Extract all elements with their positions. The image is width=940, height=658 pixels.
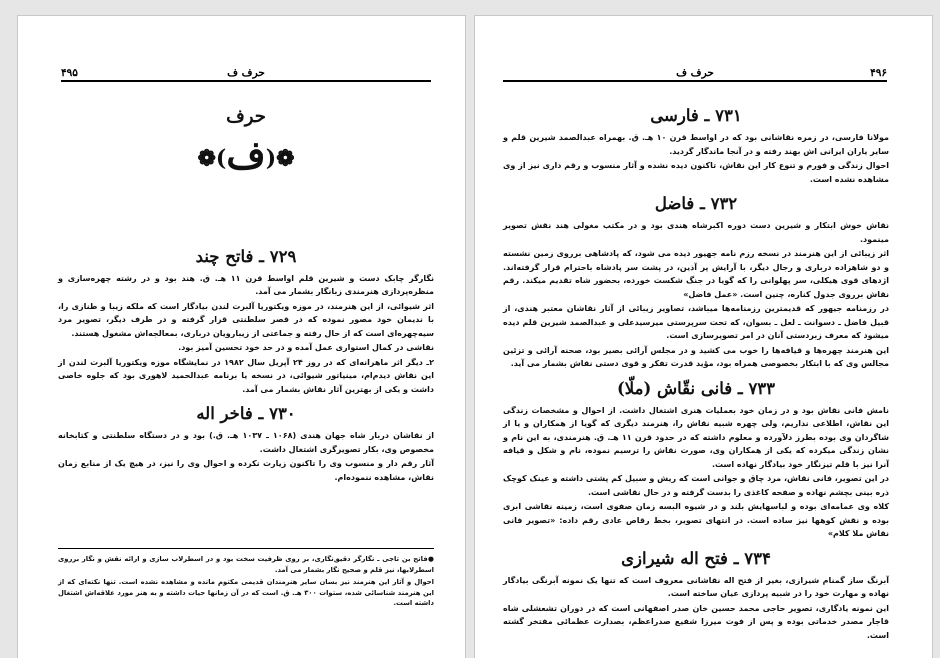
paragraph: ۲ـ دیگر اثر ماهرانه‌ای که در روز ۲۴ آپریل سال ۱۹۸۲ در نمایشگاه موزه ویکتوریا آلبرت لندن از این نقاش دیدم‌ام، مینیاتور شیوائی، در نسخه یا برنامه عبدالحمید لاهوری بود که جلوه خاصی داشت و یکی از بهترین آثار نقاش بشمار می آمد. — [58, 357, 434, 394]
right-page — [475, 16, 932, 658]
paragraph: این نمونه یادگاری، تصویر حاجی محمد حسین خان صدر اصفهانی است که در دوران تشعشلی شاه قاجار مصدر خدماتی بوده و پس از فوت میرزا شفیع صدراعظم، بصدارت عظمائی مفتخر گشته است. — [503, 603, 889, 640]
paragraph: اثر شیوائی، از این هنرمند، در موزه ویکتوریا آلبرت لندن بیادگار است که ملکه زیبا و طنازی را، با ندیمان خود مصور نموده که در قصر سلطنتی قرار گرفته و در طرف دیگر، تصویر مرد سیه‌چهره‌ای است که از حال رفته و جماعتی از زیبارویان درباری، بمعالجه‌اش مشغول هستند. — [58, 301, 434, 338]
section-title: ۷۳۴ ـ فتح اله شیرازی — [621, 548, 771, 568]
footnotes — [58, 554, 434, 611]
floral-ornament-icon: ❁( — [197, 145, 227, 172]
paragraph: در این تصویر، فانی نقاش، مرد چاق و جوانی است که ریش و سبیل کم پشتی داشته و عینک کوچک ذره بینی بچشم نهاده و صفحه کاغذی را بدست گرفته و در حال نقاشی است. — [503, 474, 889, 497]
footnote: ●فاتح بن تاجی ـ نگارگر دقیق‌نگاری، بر روی ظرفیت سخت بود و در اسطرلاب سازی و ارائه نقش و نگار برروی اسطرلابها، نیز قلم و صحیح نگار بشمار می آمد. — [58, 555, 434, 574]
left-running-title: حرف ف — [227, 67, 265, 79]
paragraph: کلاه وی عمامه‌ای بوده و لباسهایش بلند و در شیوه البسه زمان صفوی است، زمینه نقاشی ابری بوده و نقش کوهها نیز ساده است. در انتهای تصویر، بخط رقاص عادی رقم داده: «تصویر فانی نقاش ملا کلام» — [503, 502, 889, 538]
paragraph: در رزمنامه جیهور که قدیمترین رزمنامه‌ها میباشد، تصاویر زیبائی از آثار نقاشان معتبر هندی، از قبیل فاضل ـ دسوانت ـ لعل ـ بسوان، که تحت سرپرستی میرسیدعلی و عبدالصمد شیرین قلم دیده میشود که معرف زبردستی آنان در امر تصویرسازی است. — [503, 304, 889, 340]
section-title: ۷۳۳ ـ فانی نقّاش (ملّا) — [616, 378, 776, 398]
paragraph: نامش فانی نقاش بود و در زمان خود بعملیات هنری اشتغال داشت. از احوال و مشخصات زندگی این نقاش، اطلاعی نداریم، ولی چهره شبیه نقاش را، هنرمند دیگری که گویا از همکاران و یا از شاگردان وی بوده بطرز دلآورده و معلوم داشته که در حدود قرن ۱۱ هـ. ق. هنرمندی، به این نام و نشان زندگی میکرده که یکی از همکاران وی، صورت نقاش را ترسیم نموده، نام و شکل و قیافه آنرا نیز با قلم تیزنگار خود بیادگار نهاده است. — [503, 405, 889, 469]
footnote-divider — [58, 548, 434, 549]
left-page-number: ۴۹۵ — [61, 67, 78, 79]
paragraph: نقاشی در کمال استواری عمل آمده و در حد خود تحسین آمیز بود. — [178, 343, 434, 352]
paragraph: آثار رقم دار و منسوب وی را تاکنون زیارت نکرده و احوال وی را نیز، در هیچ یک از منابع زمان نقاش، مشاهده ننموده‌ام. — [58, 459, 434, 482]
section-title: ۷۲۹ ـ فاتح چند — [195, 246, 297, 266]
paragraph: مولانا فارسی، در زمره نقاشانی بود که در اواسط قرن ۱۰ هـ. ق. بهمراه عبدالصمد شیرین قلم و سایر یاران ایرانی اش بهند رفته و در آنجا ماندگار گردید. — [503, 133, 889, 156]
left-page — [18, 16, 465, 658]
footnote: احوال و آثار این هنرمند نیز بسان سایر هنرمندان قدیمی مکتوم مانده و مشاهده نشده است. تنها نکته‌ای که از این هنرمند شناسائی شده، ستوات ۳۰۰ هـ. ق. است که در آن زمانها حیات داشته و به هنر مورد علاقه‌اش اشتغال داشته است. — [58, 578, 434, 607]
paragraph: نقاش خوش ابتکار و شیرین دست دوره اکبرشاه هندی بود و در مکتب مغولی هند نقش تصویر مینمود. — [503, 221, 889, 244]
right-page-number: ۴۹۶ — [870, 67, 887, 79]
paragraph: این هنرمند چهره‌ها و قیافه‌ها را خوب می کشید و در مجلس آرائی بصیر بود، صحنه آرائی و تزئین مجالس وی که با ابتکار بخصوصی همراه بود، مؤید قدرت تفکر و قوی دستی نقاش بشمار می آید. — [503, 345, 889, 368]
section-title: ۷۳۰ ـ فاخر اله — [196, 404, 296, 423]
letter-glyph: ف — [226, 132, 266, 177]
floral-ornament-icon: )❁ — [265, 145, 295, 172]
paragraph: آبرنگ ساز گمنام شیرازی، بغیر از فتح اله نقاشانی معروف است که تنها یک نمونه آبرنگی بیادگار نهاده و مهارت خود را در شبیه پردازی عیان ساخته است. — [503, 575, 889, 598]
paragraph: از نقاشان دربار شاه جهان هندی (۱۰۶۸ ـ ۱۰۳۷ هـ. ق.) بود و در دستگاه سلطنتی و کتابخانه مخصوص وی، بکار تصویرگری اشتغال داشت. — [58, 431, 435, 454]
section-title: ۷۳۱ ـ فارسی — [650, 106, 742, 125]
right-text-column — [503, 98, 889, 643]
paragraph: نگارگر چابک دست و شیرین قلم اواسط قرن ۱۱ هـ. ق. هند بود و در رشته چهره‌سازی و منظره‌پردازی هنرمندی زبانگار بشمار می آمد. — [58, 273, 435, 296]
right-page-header — [503, 66, 887, 82]
letter-heading: حرف — [226, 106, 266, 127]
section-title: ۷۳۲ ـ فاضل — [654, 194, 738, 213]
left-text-column — [58, 98, 434, 485]
paragraph: اثر زیبائی از این هنرمند در نسخه رزم نامه جهیور دیده می شود، که پادشاهی برروی زمین نشسته و دو شاهزاده درباری و رجال دیگر، با آرایش پر آذین، در پشت سر پادشاه باحترام قرار گرفته‌اند. اژدهای قوی هیکلی، سر پهلوانی را که گویا در جنگ شکست خورده، بحضور شاه تقدیم میکند. رقم نقاش برروی جدول کناره، چنین است. «عمل فاضل» — [503, 249, 889, 299]
left-page-header — [61, 66, 431, 82]
right-running-title: حرف ف — [676, 67, 714, 79]
paragraph: احوال زندگی و فورم و تنوع کار این نقاش، تاکنون دیده نشده و آثار منسوب و رقم داری نیز از وی مشاهده نشده است. — [503, 161, 889, 184]
letter-ornament — [58, 133, 434, 181]
